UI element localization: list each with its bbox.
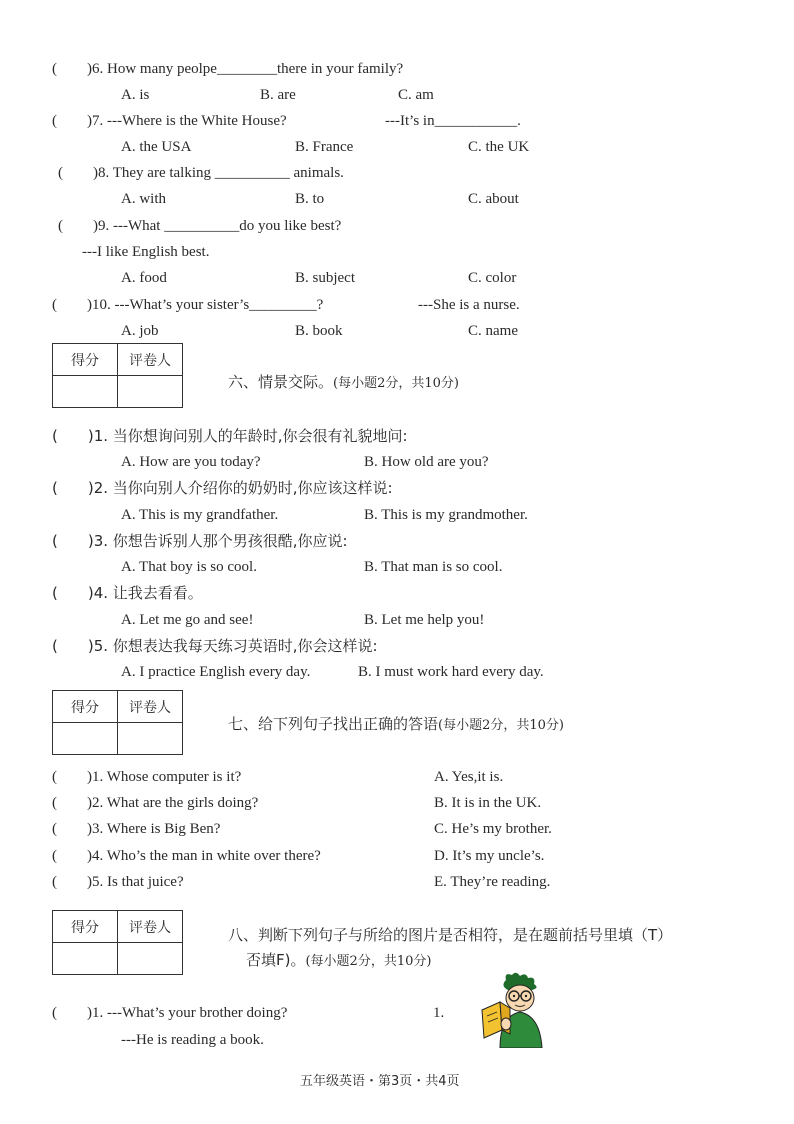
section-8-title-line2: 否填F)。(每小题2分，共10分) [246, 951, 432, 969]
score-cell[interactable] [53, 723, 118, 755]
sec7-c: C. He’s my brother. [434, 821, 552, 837]
q9-option-c: C. color [468, 270, 517, 286]
score-label: 得分 [53, 344, 118, 376]
grader-label: 评卷人 [118, 691, 183, 723]
sec6-q1-a: A. How are you today? [121, 454, 261, 470]
picture-number: 1. [433, 1005, 445, 1021]
q7-option-c: C. the UK [468, 139, 530, 155]
sec7-q1: ( )1. Whose computer is it? [52, 769, 242, 785]
sec6-q4-a: A. Let me go and see! [121, 612, 254, 628]
sec7-e: E. They’re reading. [434, 874, 551, 890]
q7-option-a: A. the USA [121, 139, 192, 155]
sec6-q2-b: B. This is my grandmother. [364, 507, 528, 523]
sec7-a: A. Yes,it is. [434, 769, 504, 785]
question-7-answer: ---It’s in___________. [385, 113, 521, 129]
q6-option-b: B. are [260, 87, 296, 103]
q6-option-a: A. is [121, 87, 150, 103]
sec6-q5-a: A. I practice English every day. [121, 664, 311, 680]
score-label: 得分 [53, 691, 118, 723]
sec6-q3-a: A. That boy is so cool. [121, 559, 257, 575]
sec7-q2: ( )2. What are the girls doing? [52, 795, 259, 811]
score-box-sec7 [52, 690, 183, 755]
grader-cell[interactable] [118, 943, 183, 975]
sec6-q3-b: B. That man is so cool. [364, 559, 503, 575]
grader-label: 评卷人 [118, 344, 183, 376]
score-label: 得分 [53, 911, 118, 943]
sec6-q5: ( )5. 你想表达我每天练习英语时,你会这样说: [52, 637, 378, 655]
q9-option-a: A. food [121, 270, 167, 286]
question-10: ( )10. ---What’s your sister’s_________? [52, 297, 324, 313]
sec6-q4-b: B. Let me help you! [364, 612, 485, 628]
question-6: ( )6. How many peolpe________there in your family? [52, 61, 404, 77]
section-6-title: 六、情景交际。(每小题2分，共10分) [228, 373, 459, 391]
sec6-q1: ( )1. 当你想询问别人的年龄时,你会很有礼貌地问: [52, 427, 408, 445]
sec7-q5: ( )5. Is that juice? [52, 874, 184, 890]
score-box-sec8 [52, 910, 183, 975]
q10-option-a: A. job [121, 323, 159, 339]
grader-cell[interactable] [118, 376, 183, 408]
page-footer: 五年级英语・第3页・共4页 [300, 1074, 460, 1089]
question-8: ( )8. They are talking __________ animals. [58, 165, 344, 181]
question-9: ( )9. ---What __________do you like best? [58, 218, 342, 234]
score-box-sec6 [52, 343, 183, 408]
section-7-title: 七、给下列句子找出正确的答语(每小题2分，共10分) [228, 715, 564, 733]
sec8-q1: ( )1. ---What’s your brother doing? [52, 1005, 288, 1021]
score-cell[interactable] [53, 376, 118, 408]
q9-option-b: B. subject [295, 270, 355, 286]
question-7: ( )7. ---Where is the White House? [52, 113, 287, 129]
q10-option-b: B. book [295, 323, 343, 339]
q6-option-c: C. am [398, 87, 434, 103]
grader-cell[interactable] [118, 723, 183, 755]
section-8-title-line1: 八、判断下列句子与所给的图片是否相符，是在题前括号里填（T） [228, 926, 673, 944]
sec6-q5-b: B. I must work hard every day. [358, 664, 544, 680]
q8-option-a: A. with [121, 191, 166, 207]
sec6-q2-a: A. This is my grandfather. [121, 507, 279, 523]
sec7-b: B. It is in the UK. [434, 795, 542, 811]
sec6-q3: ( )3. 你想告诉别人那个男孩很酷,你应说: [52, 532, 348, 550]
q8-option-b: B. to [295, 191, 325, 207]
sec7-q3: ( )3. Where is Big Ben? [52, 821, 221, 837]
sec6-q2: ( )2. 当你向别人介绍你的奶奶时,你应该这样说: [52, 479, 393, 497]
grader-label: 评卷人 [118, 911, 183, 943]
q10-option-c: C. name [468, 323, 518, 339]
sec6-q4: ( )4. 让我去看看。 [52, 584, 203, 602]
question-10-answer: ---She is a nurse. [418, 297, 520, 313]
score-cell[interactable] [53, 943, 118, 975]
sec7-q4: ( )4. Who’s the man in white over there? [52, 848, 321, 864]
sec7-d: D. It’s my uncle’s. [434, 848, 545, 864]
q8-option-c: C. about [468, 191, 519, 207]
q7-option-b: B. France [295, 139, 354, 155]
question-9-answer: ---I like English best. [82, 244, 210, 260]
boy-reading-book-icon [466, 972, 566, 1048]
sec8-q1-answer: ---He is reading a book. [121, 1032, 264, 1048]
sec6-q1-b: B. How old are you? [364, 454, 489, 470]
